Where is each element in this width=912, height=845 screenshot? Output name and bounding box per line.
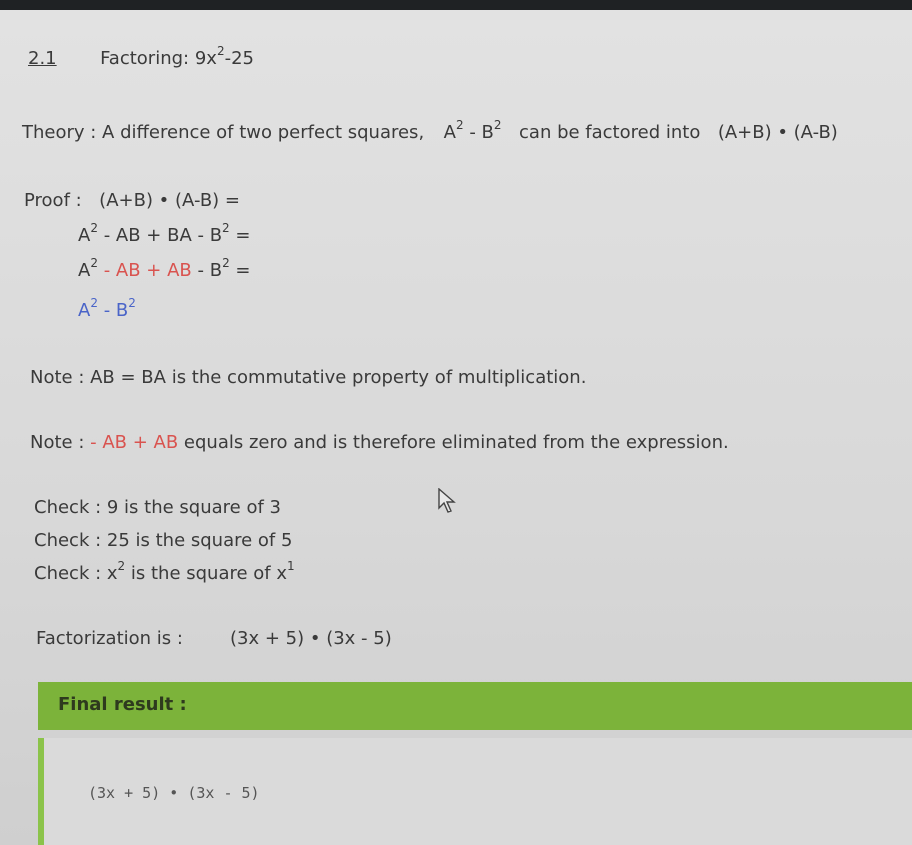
proof-l1-exp1: 2	[90, 221, 98, 235]
final-result-value: (3x + 5) • (3x - 5)	[88, 784, 260, 802]
proof-l3-a: A	[78, 300, 91, 321]
proof-l2-a: A	[78, 260, 91, 281]
proof-l3-exp1: 2	[90, 296, 98, 310]
factorization-label: Factorization is :	[36, 628, 183, 649]
note2-red-terms: - AB + AB	[84, 432, 179, 453]
proof-l2-end: =	[229, 260, 251, 281]
final-result-body	[38, 738, 912, 845]
note2-label: Note :	[30, 432, 85, 453]
check3-exp: 2	[117, 559, 126, 573]
step-expr-rest: -25	[224, 48, 254, 69]
check-2: Check : 25 is the square of 5	[34, 530, 293, 551]
check-3	[34, 559, 295, 584]
check3-pre: Check : x	[34, 563, 118, 584]
proof-l1-exp2: 2	[222, 221, 230, 235]
theory-line	[22, 118, 838, 143]
theory-a-exp: 2	[455, 118, 464, 132]
step-expr-base: 9x	[194, 48, 217, 69]
proof-line-2	[78, 256, 251, 281]
check3-exp2: 1	[287, 559, 295, 573]
note2-rest: equals zero and is therefore eliminated from the expression.	[178, 432, 729, 453]
proof-l2-red-terms: - AB + AB	[97, 260, 198, 281]
theory-a: A	[443, 122, 456, 143]
check3-mid: is the square of x	[125, 563, 288, 584]
proof-l2-exp1: 2	[90, 256, 98, 270]
proof-l1-end: =	[229, 225, 251, 246]
step-heading	[28, 44, 254, 69]
proof-line-3	[78, 296, 136, 321]
proof-line0: (A+B) • (A-B) =	[99, 190, 240, 211]
final-result-title: Final result :	[58, 694, 187, 715]
proof-label: Proof :	[24, 190, 82, 211]
proof-l2-mid: - B	[197, 260, 223, 281]
theory-prefix: Theory : A difference of two perfect squares,	[22, 122, 425, 143]
proof-l2-exp2: 2	[222, 256, 230, 270]
proof-l3-mid: - B	[97, 300, 129, 321]
theory-b-exp: 2	[493, 118, 502, 132]
note-commutative: Note : AB = BA is the commutative property of multiplication.	[30, 367, 587, 388]
note-elimination	[30, 432, 729, 453]
theory-minus-b: - B	[463, 122, 494, 143]
factorization-value: (3x + 5) • (3x - 5)	[230, 628, 392, 649]
proof-line-0	[24, 190, 240, 211]
proof-l1-mid: - AB + BA - B	[97, 225, 223, 246]
proof-line-1	[78, 221, 251, 246]
proof-l3-exp2: 2	[128, 296, 136, 310]
solution-page	[0, 10, 912, 845]
mouse-cursor-icon	[438, 488, 456, 514]
final-result-header	[38, 682, 912, 730]
top-bar	[0, 0, 912, 10]
step-label: Factoring:	[100, 48, 190, 69]
theory-middle: can be factored into	[519, 122, 701, 143]
theory-factored: (A+B) • (A-B)	[717, 122, 838, 143]
proof-l1-a: A	[78, 225, 91, 246]
check-1: Check : 9 is the square of 3	[34, 497, 281, 518]
step-number: 2.1	[28, 48, 57, 69]
step-expr-exp: 2	[216, 44, 225, 58]
